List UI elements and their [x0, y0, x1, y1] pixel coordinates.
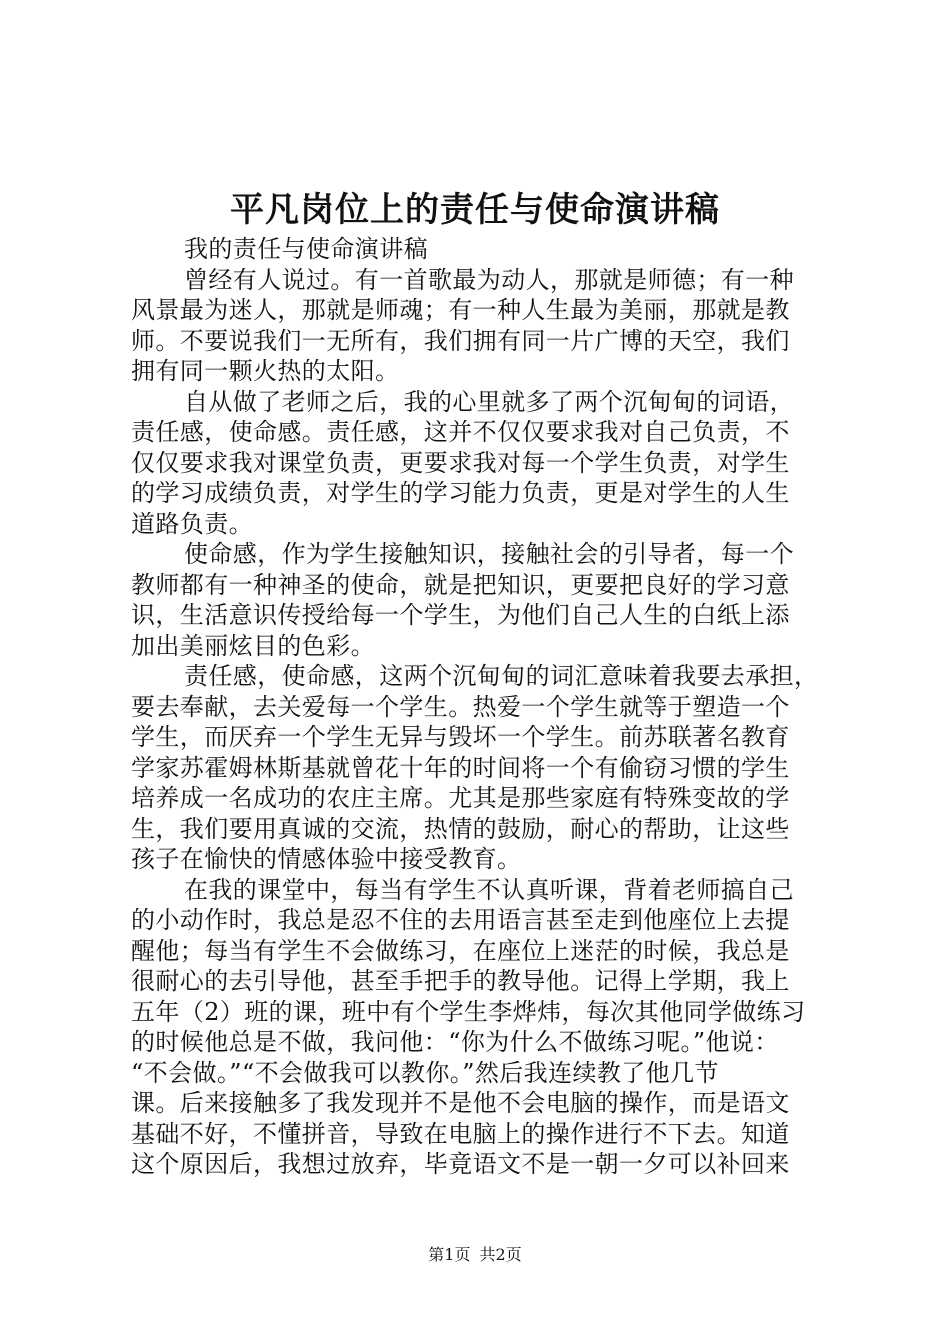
text-line: 孩子在愉快的情感体验中接受教育。 [131, 845, 522, 873]
text-line: 培养成一名成功的农庄主席。尤其是那些家庭有特殊变故的学 [131, 784, 790, 812]
text-line: 基础不好，不懂拼音，导致在电脑上的操作进行不下去。知道 [131, 1119, 790, 1148]
text-line: 学家苏霍姆林斯基就曾花十年的时间将一个有偷窃习惯的学生 [131, 753, 790, 782]
text-line: 生，我们要用真诚的交流，热情的鼓励，耐心的帮助，让这些 [131, 814, 790, 843]
page-number: 第1页 [428, 1245, 471, 1264]
document-title: 平凡岗位上的责任与使命演讲稿 [230, 190, 720, 230]
text-line: 师。不要说我们一无所有，我们拥有同一片广博的天空，我们 [131, 326, 790, 355]
document-body [131, 234, 831, 1180]
page-total: 共2页 [479, 1245, 522, 1264]
text-line: 责任感，使命感，这两个沉甸甸的词汇意味着我要去承担， [184, 662, 819, 690]
text-line: 课。后来接触多了我发现并不是他不会电脑的操作，而是语文 [131, 1089, 790, 1117]
text-line: 醒他；每当有学生不会做练习，在座位上迷茫的时候，我总是 [131, 936, 790, 965]
text-line: 仅仅要求我对课堂负责，更要求我对每一个学生负责，对学生 [131, 448, 790, 477]
text-line: 我的责任与使命演讲稿 [184, 235, 428, 263]
text-line: 在我的课堂中，每当有学生不认真听课，背着老师搞自己 [184, 875, 794, 904]
text-line: 道路负责。 [131, 509, 253, 538]
text-line: 的时候他总是不做，我问他：“你为什么不做练习呢。”他说： [131, 1028, 779, 1056]
text-line: 五年（2）班的课，班中有个学生李烨炜，每次其他同学做练习 [131, 997, 806, 1026]
text-line: 自从做了老师之后，我的心里就多了两个沉甸甸的词语， [184, 387, 794, 416]
text-line: 拥有同一颗火热的太阳。 [131, 357, 400, 385]
page-footer [0, 1244, 950, 1266]
text-line: 要去奉献，去关爱每一个学生。热爱一个学生就等于塑造一个 [131, 692, 790, 721]
text-line: 曾经有人说过。有一首歌最为动人，那就是师德；有一种 [184, 265, 794, 294]
text-line: 的小动作时，我总是忍不住的去用语言甚至走到他座位上去提 [131, 906, 790, 934]
text-line: 学生，而厌弃一个学生无异与毁坏一个学生。前苏联著名教育 [131, 723, 790, 751]
text-line: 的学习成绩负责，对学生的学习能力负责，更是对学生的人生 [131, 479, 790, 507]
text-line: 责任感，使命感。责任感，这并不仅仅要求我对自己负责，不 [131, 418, 790, 446]
text-line: 风景最为迷人，那就是师魂；有一种人生最为美丽，那就是教 [131, 296, 790, 324]
text-line: 使命感，作为学生接触知识，接触社会的引导者，每一个 [184, 540, 794, 568]
text-line: 识，生活意识传授给每一个学生，为他们自己人生的白纸上添 [131, 601, 790, 629]
text-line: 加出美丽炫目的色彩。 [131, 631, 375, 660]
text-line: 教师都有一种神圣的使命，就是把知识，更要把良好的学习意 [131, 570, 790, 599]
text-line: 很耐心的去引导他，甚至手把手的教导他。记得上学期，我上 [131, 967, 790, 995]
text-line: 这个原因后，我想过放弃，毕竟语文不是一朝一夕可以补回来 [131, 1150, 790, 1178]
text-line: “不会做。”“不会做我可以教你。”然后我连续教了他几节 [131, 1058, 719, 1087]
